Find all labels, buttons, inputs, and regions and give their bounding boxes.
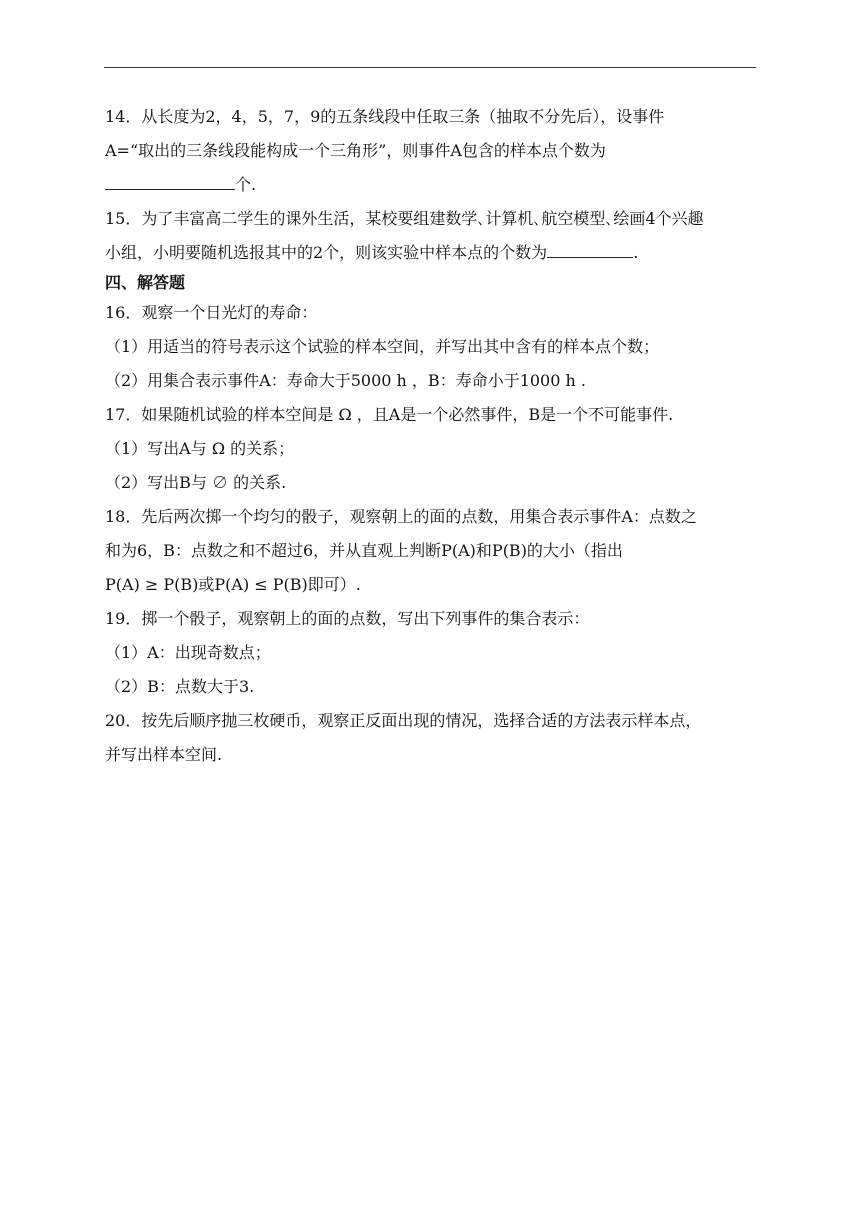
- p16-part-2: （2）用集合表示事件A：寿命大于5000 h ，B：寿命小于1000 h .: [105, 371, 586, 390]
- answer-blank-14[interactable]: [105, 171, 235, 190]
- p18-line-1: 18．先后两次掷一个均匀的骰子，观察朝上的面的点数，用集合表示事件A：点数之: [105, 507, 697, 526]
- p17-part-1: （1）写出A与 Ω 的关系；: [105, 439, 295, 458]
- q14-line-3-suffix: 个.: [235, 175, 257, 194]
- p19-part-1: （1）A：出现奇数点；: [105, 643, 271, 662]
- q14-line-2: A=“取出的三条线段能构成一个三角形”，则事件A包含的样本点个数为: [105, 141, 606, 160]
- p18-line-3: P(A) ≥ P(B)或P(A) ≤ P(B)即可）.: [105, 575, 361, 594]
- problem-17: [105, 398, 765, 500]
- section-heading: 四、解答题: [105, 273, 186, 292]
- p18-line-2: 和为6，B：点数之和不超过6，并从直观上判断P(A)和P(B)的大小（指出: [105, 541, 623, 560]
- q15-line-2-text: 小组，小明要随机选报其中的2个，则该实验中样本点的个数为: [105, 243, 548, 262]
- question-14: [105, 100, 765, 202]
- problem-19: [105, 602, 765, 704]
- p16-part-1: （1）用适当的符号表示这个试验的样本空间，并写出其中含有的样本点个数；: [105, 337, 660, 356]
- p19-part-2: （2）B：点数大于3.: [105, 677, 255, 696]
- problem-18: [105, 500, 765, 602]
- p20-line-1: 20．按先后顺序抛三枚硬币，观察正反面出现的情况，选择合适的方法表示样本点，: [105, 711, 702, 730]
- p16-stem: 16．观察一个日光灯的寿命：: [105, 303, 318, 322]
- problem-20: [105, 704, 765, 772]
- q15-line-2-suffix: .: [633, 243, 639, 262]
- q14-line-1: 14．从长度为2，4，5，7，9的五条线段中任取三条（抽取不分先后），设事件: [105, 107, 665, 126]
- p17-part-2: （2）写出B与 ∅ 的关系.: [105, 473, 287, 492]
- question-15: [105, 202, 765, 270]
- q15-line-2: [105, 236, 765, 270]
- p20-line-2: 并写出样本空间.: [105, 745, 223, 764]
- answer-blank-15[interactable]: [547, 239, 633, 258]
- document-body: [105, 100, 765, 772]
- header-rule: [104, 67, 756, 68]
- q14-line-3: [105, 168, 765, 202]
- q15-line-1: 15．为了丰富高二学生的课外生活，某校要组建数学､计算机､航空模型､绘画4个兴趣: [105, 209, 704, 228]
- problem-16: [105, 296, 765, 398]
- p17-stem: 17．如果随机试验的样本空间是 Ω ，且A是一个必然事件，B是一个不可能事件.: [105, 405, 674, 424]
- p19-stem: 19．掷一个骰子，观察朝上的面的点数，写出下列事件的集合表示：: [105, 609, 590, 628]
